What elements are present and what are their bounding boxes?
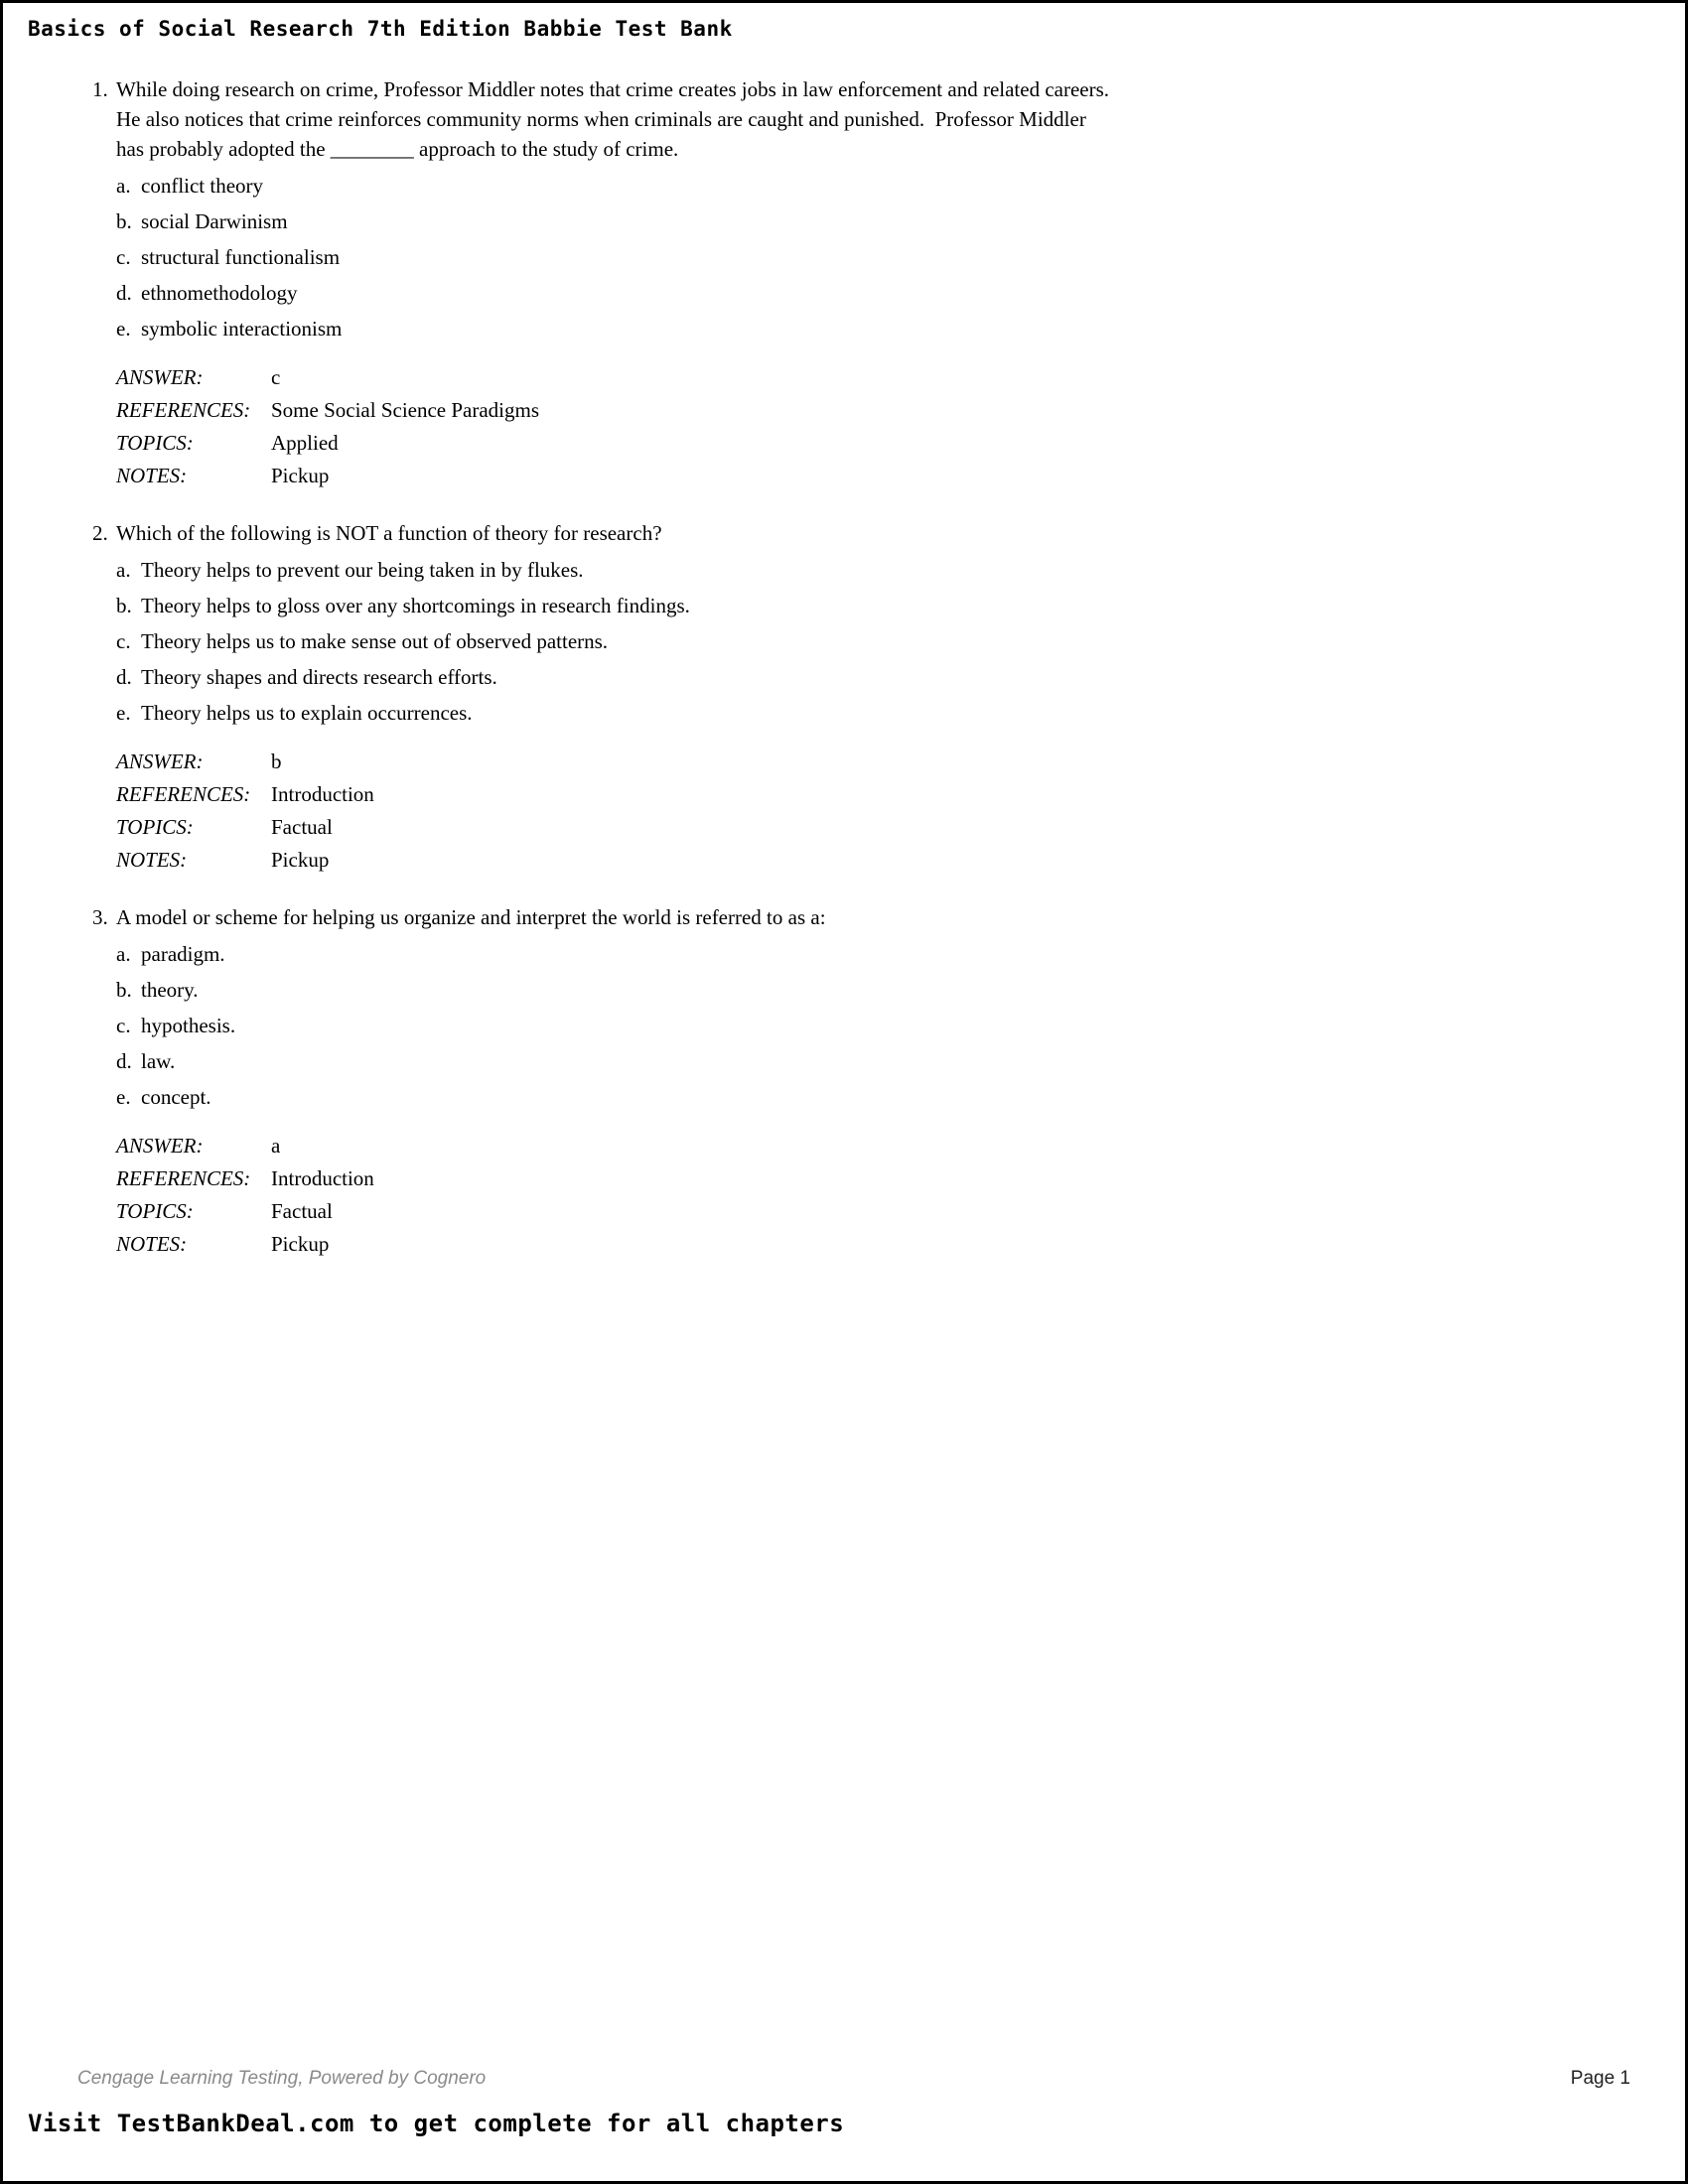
bottom-banner-text: Visit TestBankDeal.com to get complete for all chapters — [28, 2110, 845, 2137]
meta-row — [116, 361, 1556, 394]
meta-row — [116, 1130, 1556, 1162]
option-text: concept. — [141, 1085, 211, 1109]
meta-row — [116, 811, 1556, 844]
meta-label: ANSWER: — [116, 1134, 204, 1158]
meta-row — [116, 1162, 1556, 1195]
option-letter: c. — [116, 1014, 131, 1037]
meta-label: TOPICS: — [116, 815, 194, 839]
option-row — [116, 1083, 1556, 1112]
option-row — [116, 279, 1556, 308]
meta-row — [116, 1228, 1556, 1261]
questions-list — [92, 74, 1556, 1287]
option-letter: b. — [116, 594, 132, 617]
meta-value: a — [271, 1134, 281, 1158]
meta-value: Pickup — [271, 848, 330, 872]
option-text: Theory helps to gloss over any shortcomings in research findings. — [141, 594, 690, 617]
question-block — [92, 74, 1556, 492]
meta-value: Pickup — [271, 464, 330, 487]
options-list — [116, 556, 1556, 728]
option-letter: e. — [116, 317, 131, 341]
option-letter: a. — [116, 942, 131, 966]
option-row — [116, 699, 1556, 728]
meta-value: Pickup — [271, 1232, 330, 1256]
meta-label: ANSWER: — [116, 750, 204, 773]
meta-label: TOPICS: — [116, 431, 194, 455]
option-row — [116, 172, 1556, 201]
option-text: hypothesis. — [141, 1014, 236, 1037]
meta-value: Factual — [271, 1199, 333, 1223]
question-text: Which of the following is NOT a function of theory for research? — [116, 521, 662, 545]
option-text: law. — [141, 1049, 176, 1073]
options-list — [116, 172, 1556, 343]
option-row — [116, 976, 1556, 1005]
option-row — [116, 940, 1556, 969]
meta-row — [116, 844, 1556, 877]
page-footer — [77, 2068, 1630, 2090]
meta-value: c — [271, 365, 281, 389]
option-letter: a. — [116, 174, 131, 198]
option-row — [116, 556, 1556, 585]
option-text: symbolic interactionism — [141, 317, 343, 341]
option-text: conflict theory — [141, 174, 264, 198]
meta-value: Some Social Science Paradigms — [271, 398, 540, 422]
meta-label: TOPICS: — [116, 1199, 194, 1223]
answer-metadata — [116, 361, 1556, 492]
meta-value: Factual — [271, 815, 333, 839]
option-letter: d. — [116, 281, 132, 305]
option-letter: c. — [116, 245, 131, 269]
option-row — [116, 315, 1556, 343]
meta-row — [116, 746, 1556, 778]
option-text: paradigm. — [141, 942, 225, 966]
option-text: ethnomethodology — [141, 281, 298, 305]
option-row — [116, 207, 1556, 236]
option-row — [116, 627, 1556, 656]
meta-label: NOTES: — [116, 464, 188, 487]
question-text: A model or scheme for helping us organize and interpret the world is referred to as a: — [116, 905, 826, 929]
meta-row — [116, 778, 1556, 811]
question-number: 2. — [92, 521, 108, 545]
page-number: Page 1 — [1570, 2068, 1630, 2089]
meta-row — [116, 427, 1556, 460]
question-block — [92, 902, 1556, 1261]
option-text: theory. — [141, 978, 199, 1002]
option-letter: d. — [116, 665, 132, 689]
meta-label: NOTES: — [116, 1232, 188, 1256]
question-block — [92, 518, 1556, 877]
option-letter: e. — [116, 1085, 131, 1109]
meta-label: REFERENCES: — [116, 398, 251, 422]
meta-label: REFERENCES: — [116, 1166, 251, 1190]
option-row — [116, 663, 1556, 692]
question-number: 3. — [92, 905, 108, 929]
meta-label: NOTES: — [116, 848, 188, 872]
footer-attribution: Cengage Learning Testing, Powered by Cognero — [77, 2068, 487, 2089]
option-letter: a. — [116, 558, 131, 582]
meta-row — [116, 394, 1556, 427]
question-line — [92, 74, 1556, 164]
question-line — [92, 902, 1556, 932]
option-row — [116, 243, 1556, 272]
meta-row — [116, 1195, 1556, 1228]
option-text: Theory shapes and directs research efforts. — [141, 665, 497, 689]
option-text: Theory helps us to explain occurrences. — [141, 701, 473, 725]
meta-label: ANSWER: — [116, 365, 204, 389]
answer-metadata — [116, 1130, 1556, 1261]
meta-label: REFERENCES: — [116, 782, 251, 806]
options-list — [116, 940, 1556, 1112]
answer-metadata — [116, 746, 1556, 877]
option-letter: e. — [116, 701, 131, 725]
option-letter: b. — [116, 978, 132, 1002]
option-letter: d. — [116, 1049, 132, 1073]
option-text: Theory helps to prevent our being taken in by flukes. — [141, 558, 584, 582]
option-text: structural functionalism — [141, 245, 341, 269]
meta-value: Applied — [271, 431, 339, 455]
question-number: 1. — [92, 77, 108, 101]
meta-value: Introduction — [271, 1166, 374, 1190]
option-row — [116, 592, 1556, 620]
question-line — [92, 518, 1556, 548]
option-text: Theory helps us to make sense out of observed patterns. — [141, 629, 609, 653]
option-text: social Darwinism — [141, 209, 288, 233]
option-row — [116, 1012, 1556, 1040]
meta-row — [116, 460, 1556, 492]
document-title: Basics of Social Research 7th Edition Babbie Test Bank — [28, 17, 733, 41]
meta-value: b — [271, 750, 282, 773]
meta-value: Introduction — [271, 782, 374, 806]
option-letter: c. — [116, 629, 131, 653]
option-row — [116, 1047, 1556, 1076]
question-text: While doing research on crime, Professor Middler notes that crime creates jobs in law enforcement and related careers. He also notices that crime reinforces community norms when criminals are caught and punished. Professor Middler has probably adopted the ________ approach to the study of crime. — [116, 77, 1120, 161]
option-letter: b. — [116, 209, 132, 233]
